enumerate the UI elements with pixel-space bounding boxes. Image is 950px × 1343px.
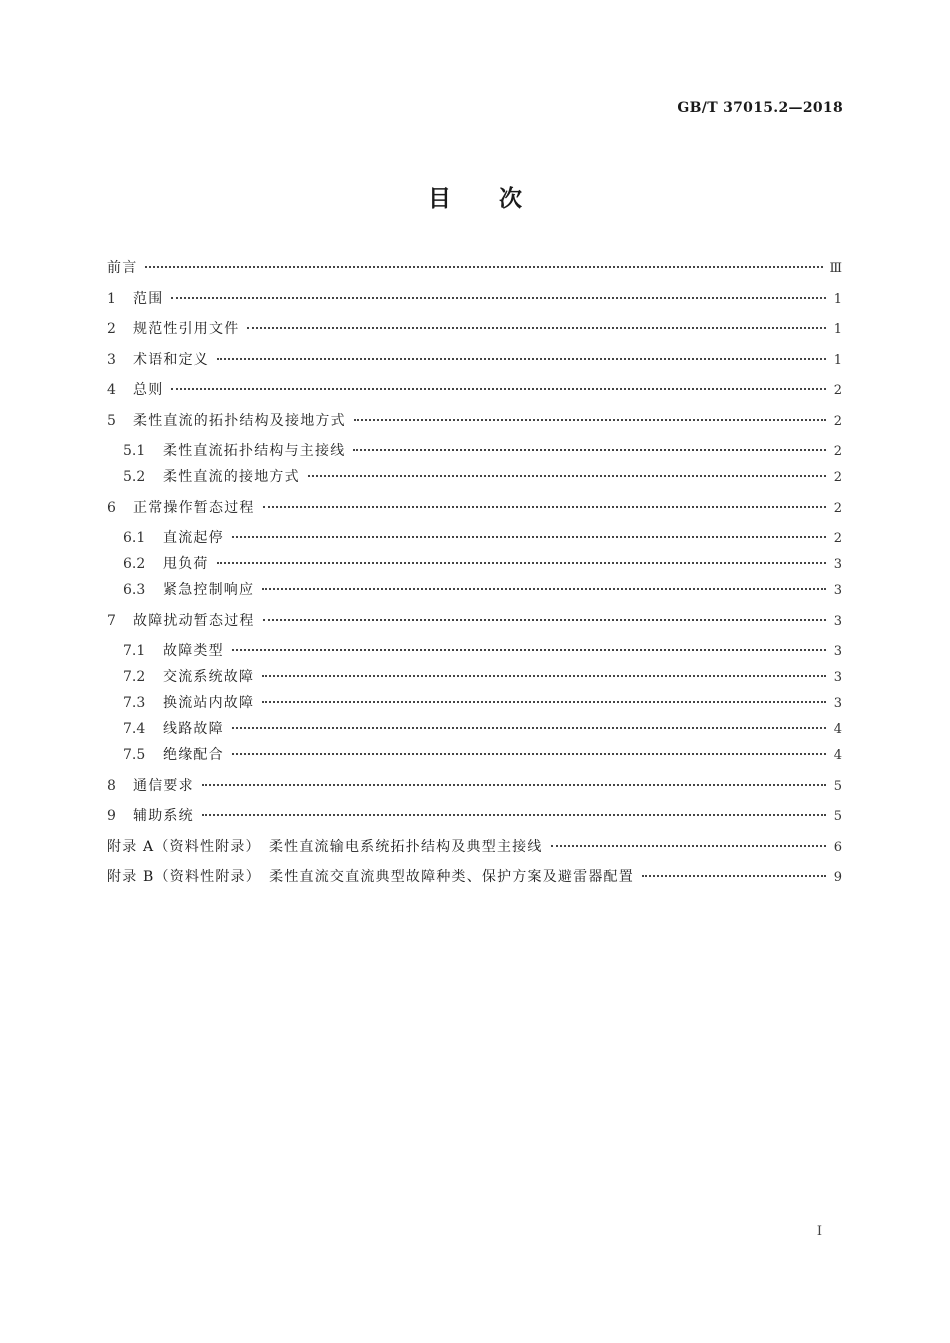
toc-entry-number: 7 bbox=[107, 612, 116, 629]
dot-leader bbox=[353, 449, 826, 451]
toc-entry-page: 1 bbox=[833, 322, 842, 337]
toc-entry-label: 绝缘配合 bbox=[163, 747, 224, 763]
toc-entry-label: 线路故障 bbox=[163, 721, 224, 737]
toc-entry-label: 故障类型 bbox=[163, 643, 224, 659]
toc-entry[interactable] bbox=[107, 642, 842, 661]
toc-entry-page: 2 bbox=[833, 413, 842, 429]
toc-entry[interactable] bbox=[107, 668, 842, 687]
toc-entry-number: 7.5 bbox=[123, 747, 146, 763]
toc-entry[interactable] bbox=[107, 746, 842, 765]
toc-entry-label: 规范性引用文件 bbox=[133, 321, 240, 337]
dot-leader bbox=[354, 419, 826, 421]
dot-leader bbox=[232, 649, 826, 651]
dot-leader bbox=[247, 327, 826, 329]
dot-leader bbox=[262, 675, 826, 677]
toc-entry-number: 4 bbox=[107, 382, 116, 398]
toc-entry-number: 2 bbox=[107, 321, 116, 337]
toc-entry-page: 1 bbox=[833, 352, 842, 368]
toc-entry-page: 3 bbox=[833, 696, 842, 711]
toc-entry-page: 5 bbox=[833, 778, 842, 794]
toc-entry-page: 9 bbox=[833, 870, 842, 885]
toc-entry-label: 交流系统故障 bbox=[163, 669, 255, 685]
toc-entry-number: 7.1 bbox=[123, 643, 146, 659]
toc-entry-number: 7.2 bbox=[123, 669, 146, 685]
toc-entry-page: 2 bbox=[833, 383, 842, 398]
toc-entry[interactable] bbox=[107, 555, 842, 574]
toc-entry-page: 4 bbox=[833, 722, 842, 737]
toc-entry[interactable] bbox=[107, 807, 842, 826]
toc-entry-label: 故障扰动暂态过程 bbox=[133, 612, 255, 629]
toc-entry-number: 5 bbox=[107, 412, 116, 429]
toc-entry[interactable] bbox=[107, 868, 842, 887]
toc-entry-number: 5.1 bbox=[123, 443, 146, 459]
toc-entry-number: 1 bbox=[107, 290, 116, 307]
footer-page-number: I bbox=[816, 1224, 822, 1239]
dot-leader bbox=[232, 536, 826, 538]
page-title: 目次 bbox=[428, 186, 570, 212]
toc-entry[interactable] bbox=[107, 381, 842, 400]
dot-leader bbox=[262, 701, 826, 703]
toc-entry[interactable] bbox=[107, 412, 842, 431]
toc-entry[interactable] bbox=[107, 259, 842, 278]
dot-leader bbox=[171, 388, 826, 390]
toc-entry-label: 正常操作暂态过程 bbox=[133, 499, 255, 516]
toc-entry[interactable] bbox=[107, 612, 842, 631]
toc-entry[interactable] bbox=[107, 499, 842, 518]
toc-entry-page: 1 bbox=[833, 291, 842, 307]
toc-entry-page: Ⅲ bbox=[829, 261, 842, 276]
toc-entry[interactable] bbox=[107, 581, 842, 600]
toc-entry-page: 2 bbox=[833, 444, 842, 459]
toc-entry[interactable] bbox=[107, 838, 842, 857]
dot-leader bbox=[217, 562, 826, 564]
toc-entry[interactable] bbox=[107, 468, 842, 487]
toc-entry-label: 柔性直流的拓扑结构及接地方式 bbox=[133, 412, 346, 429]
toc-entry[interactable] bbox=[107, 777, 842, 796]
toc-entry-number: 6.1 bbox=[123, 530, 146, 546]
dot-leader bbox=[551, 845, 826, 847]
toc-entry[interactable] bbox=[107, 529, 842, 548]
toc-entry-page: 2 bbox=[833, 500, 842, 516]
dot-leader bbox=[232, 753, 826, 755]
dot-leader bbox=[308, 475, 826, 477]
dot-leader bbox=[145, 266, 823, 268]
dot-leader bbox=[171, 297, 826, 299]
dot-leader bbox=[202, 784, 826, 786]
toc-entry-page: 3 bbox=[833, 557, 842, 572]
toc-entry[interactable] bbox=[107, 720, 842, 739]
table-of-contents bbox=[107, 259, 842, 899]
toc-entry-page: 2 bbox=[833, 470, 842, 485]
toc-entry-number: 5.2 bbox=[123, 469, 146, 485]
toc-entry-label: 前言 bbox=[107, 260, 138, 276]
toc-entry-label: 换流站内故障 bbox=[163, 695, 255, 711]
toc-entry[interactable] bbox=[107, 694, 842, 713]
toc-entry-number: 6 bbox=[107, 499, 116, 516]
toc-entry-page: 4 bbox=[833, 748, 842, 763]
toc-entry[interactable] bbox=[107, 290, 842, 309]
toc-entry-label: 柔性直流的接地方式 bbox=[163, 469, 300, 485]
toc-entry[interactable] bbox=[107, 320, 842, 339]
dot-leader bbox=[232, 727, 826, 729]
dot-leader bbox=[202, 814, 826, 816]
toc-entry-number: 6.3 bbox=[123, 582, 146, 598]
toc-entry-label: 术语和定义 bbox=[133, 351, 209, 368]
dot-leader bbox=[263, 619, 826, 621]
toc-entry-number: 9 bbox=[107, 808, 116, 824]
toc-entry-number: 8 bbox=[107, 777, 116, 794]
dot-leader bbox=[642, 875, 826, 877]
toc-entry-page: 3 bbox=[833, 613, 842, 629]
standard-code: GB/T 37015.2—2018 bbox=[677, 100, 843, 116]
dot-leader bbox=[263, 506, 826, 508]
toc-entry-label: 通信要求 bbox=[133, 777, 194, 794]
toc-entry[interactable] bbox=[107, 442, 842, 461]
toc-entry-number: 3 bbox=[107, 351, 116, 368]
toc-entry-label: 范围 bbox=[133, 290, 164, 307]
toc-entry-page: 6 bbox=[833, 839, 842, 855]
toc-entry-number: 6.2 bbox=[123, 556, 146, 572]
toc-entry-label: 直流起停 bbox=[163, 530, 224, 546]
toc-entry[interactable] bbox=[107, 351, 842, 370]
dot-leader bbox=[262, 588, 826, 590]
toc-entry-label: 紧急控制响应 bbox=[163, 582, 255, 598]
dot-leader bbox=[217, 358, 826, 360]
toc-entry-page: 3 bbox=[833, 583, 842, 598]
toc-entry-page: 3 bbox=[833, 644, 842, 659]
toc-entry-label: 附录 A（资料性附录） 柔性直流输电系统拓扑结构及典型主接线 bbox=[107, 838, 543, 855]
toc-entry-label: 甩负荷 bbox=[163, 556, 209, 572]
toc-entry-label: 辅助系统 bbox=[133, 808, 194, 824]
toc-entry-page: 5 bbox=[833, 809, 842, 824]
toc-entry-number: 7.3 bbox=[123, 695, 146, 711]
toc-entry-label: 总则 bbox=[133, 382, 164, 398]
toc-entry-label: 附录 B（资料性附录） 柔性直流交直流典型故障种类、保护方案及避雷器配置 bbox=[107, 869, 634, 885]
toc-entry-label: 柔性直流拓扑结构与主接线 bbox=[163, 443, 346, 459]
toc-entry-page: 3 bbox=[833, 670, 842, 685]
toc-entry-page: 2 bbox=[833, 531, 842, 546]
toc-entry-number: 7.4 bbox=[123, 721, 146, 737]
